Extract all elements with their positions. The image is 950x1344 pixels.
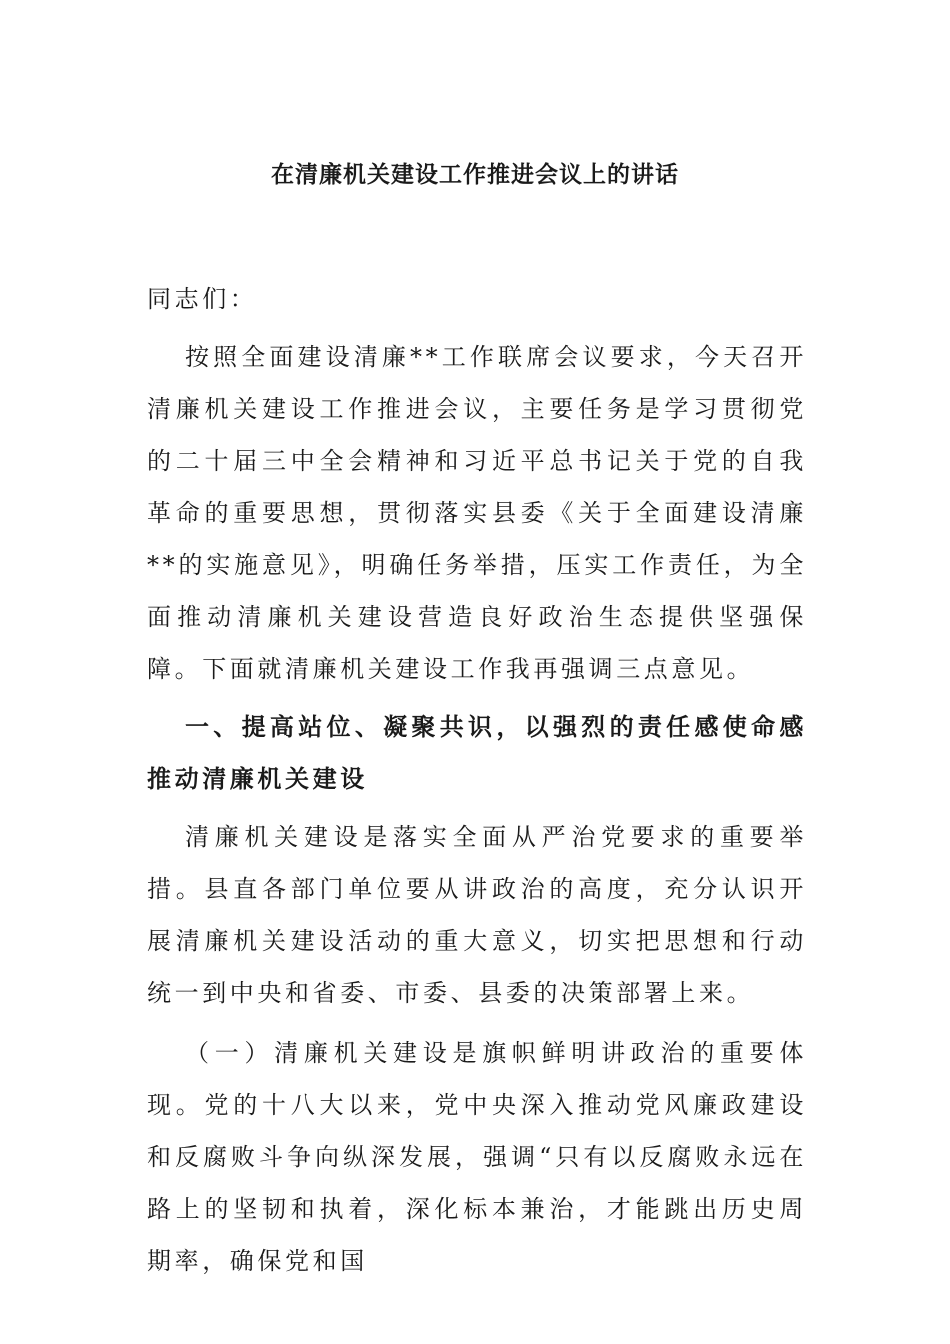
document-body	[147, 273, 807, 1287]
intro-paragraph: 按照全面建设清廉**工作联席会议要求，今天召开清廉机关建设工作推进会议，主要任务是学习贯彻党的二十届三中全会精神和习近平总书记关于党的自我革命的重要思想，贯彻落实县委《关于全面建设清廉**的实施意见》，明确任务举措，压实工作责任，为全面推动清廉机关建设营造良好政治生态提供坚强保障。下面就清廉机关建设工作我再强调三点意见。	[147, 343, 807, 683]
salutation: 同志们：	[147, 285, 258, 313]
section-heading-1: 一、提高站位、凝聚共识，以强烈的责任感使命感推动清廉机关建设	[147, 712, 807, 793]
document-title: 在清廉机关建设工作推进会议上的讲话	[271, 161, 679, 188]
subsection-1-paragraph: （一）清廉机关建设是旗帜鲜明讲政治的重要体现。党的十八大以来，党中央深入推动党风廉政建设和反腐败斗争向纵深发展，强调“只有以反腐败永远在路上的坚韧和执着，深化标本兼治，才能跳出历史周期率，确保党和国	[147, 1039, 807, 1275]
section-1-paragraph: 清廉机关建设是落实全面从严治党要求的重要举措。县直各部门单位要从讲政治的高度，充分认识开展清廉机关建设活动的重大意义，切实把思想和行动统一到中央和省委、市委、县委的决策部署上来。	[147, 823, 807, 1007]
